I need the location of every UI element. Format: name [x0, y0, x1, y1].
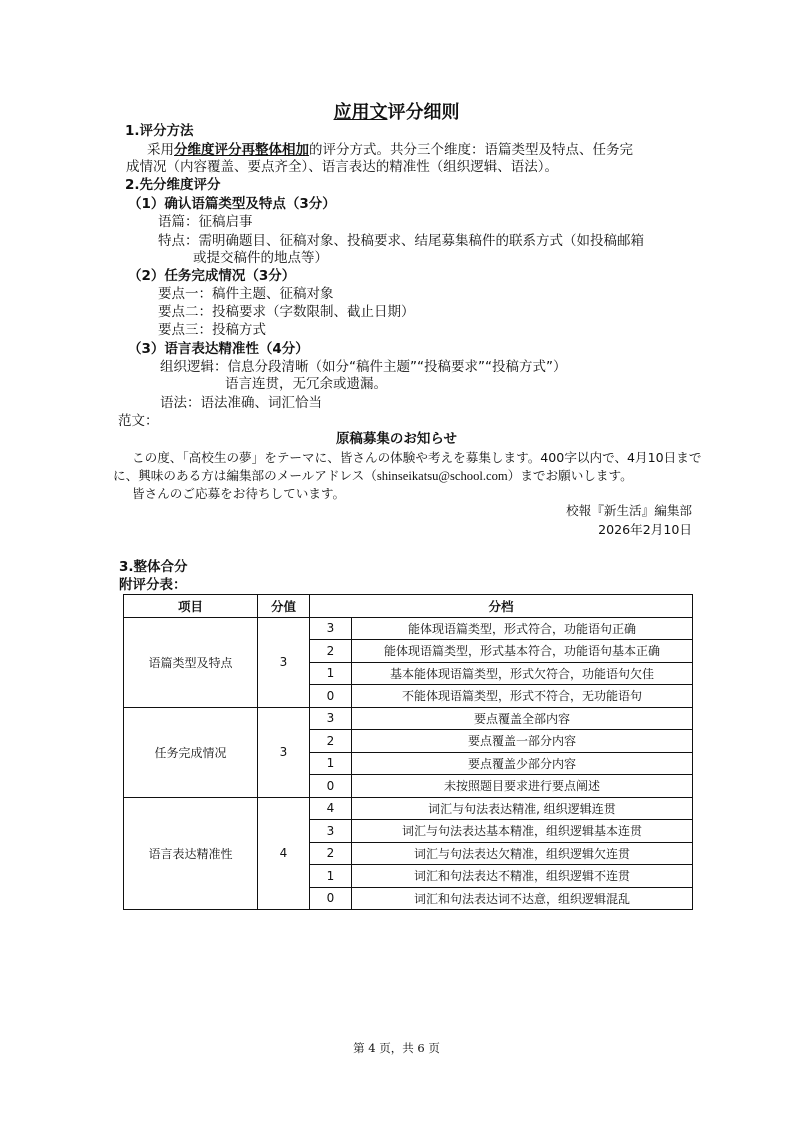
score-cell: 2 [310, 640, 352, 663]
score-cell: 0 [310, 887, 352, 910]
sample-label: 范文： [118, 413, 159, 429]
text: に、興味のある方は編集部のメールアドレス（ [113, 468, 377, 483]
score-cell: 2 [310, 730, 352, 753]
score-cell: 3 [310, 617, 352, 640]
value-cell: 3 [258, 617, 310, 707]
text-line: 特点：需明确题目、征稿对象、投稿要求、结尾募集稿件的联系方式（如投稿邮箱 [158, 233, 644, 249]
scoring-table [123, 594, 693, 910]
description-cell: 词汇和句法表达词不达意，组织逻辑混乱 [352, 887, 693, 910]
description-cell: 基本能体现语篇类型，形式欠符合，功能语句欠佳 [352, 662, 693, 685]
score-cell: 0 [310, 775, 352, 798]
page-footer: 第 4 页，共 6 页 [353, 1041, 440, 1055]
description-cell: 未按照题目要求进行要点阐述 [352, 775, 693, 798]
table-row [124, 617, 693, 640]
description-cell: 词汇与句法表达基本精准，组织逻辑基本连贯 [352, 820, 693, 843]
score-cell: 1 [310, 662, 352, 685]
section-2-heading: 2.先分维度评分 [125, 177, 221, 193]
subsection-1-heading: （1）确认语篇类型及特点（3分） [128, 196, 336, 212]
description-cell: 要点覆盖少部分内容 [352, 752, 693, 775]
table-header-row [124, 595, 693, 618]
description-cell: 词汇与句法表达欠精准，组织逻辑欠连贯 [352, 842, 693, 865]
section-1-para-line1 [147, 141, 633, 159]
description-cell: 能体现语篇类型，形式基本符合，功能语句基本正确 [352, 640, 693, 663]
text-line: 语言连贯，无冗余或遗漏。 [225, 376, 387, 392]
text-line: 或提交稿件的地点等） [193, 250, 328, 266]
emphasis-text: 分维度评分再整体相加 [174, 142, 309, 158]
section-3-heading: 3.整体合分 [119, 559, 188, 575]
score-cell: 3 [310, 707, 352, 730]
text: ）までお願いします。 [507, 468, 633, 483]
item-cell: 语篇类型及特点 [124, 617, 258, 707]
value-cell: 3 [258, 707, 310, 797]
sample-line3: 皆さんのご応募をお待ちしています。 [132, 486, 346, 501]
item-cell: 语言表达精准性 [124, 797, 258, 910]
section-1-heading: 1.评分方法 [125, 123, 194, 139]
text: 采用 [147, 142, 174, 158]
score-cell: 3 [310, 820, 352, 843]
description-cell: 能体现语篇类型，形式符合，功能语句正确 [352, 617, 693, 640]
sample-date: 2026年2月10日 [598, 522, 692, 537]
sample-line1: この度、「高校生の夢」をテーマに、皆さんの体験や考えを募集します。400字以内で、4月10日まで [132, 450, 702, 465]
text-line: 组织逻辑：信息分段清晰（如分“稿件主题”“投稿要求”“投稿方式”） [160, 359, 567, 375]
table-label: 附评分表： [119, 577, 187, 593]
text-line: 语法：语法准确、词汇恰当 [160, 395, 322, 411]
page-title [0, 98, 793, 124]
description-cell: 要点覆盖一部分内容 [352, 730, 693, 753]
header-value: 分值 [258, 595, 310, 618]
description-cell: 词汇和句法表达不精准，组织逻辑不连贯 [352, 865, 693, 888]
score-cell: 4 [310, 797, 352, 820]
description-cell: 要点覆盖全部内容 [352, 707, 693, 730]
header-levels: 分档 [310, 595, 693, 618]
text-line: 语篇：征稿启事 [158, 214, 253, 230]
subsection-3-heading: （3）语言表达精准性（4分） [128, 341, 309, 357]
score-cell: 2 [310, 842, 352, 865]
text: 的评分方式。共分三个维度：语篇类型及特点、任务完 [309, 142, 633, 158]
text-line: 要点三：投稿方式 [158, 322, 266, 338]
description-cell: 不能体现语篇类型，形式不符合，无功能语句 [352, 685, 693, 708]
score-cell: 0 [310, 685, 352, 708]
sample-signature: 校報『新生活』編集部 [566, 503, 692, 518]
title-underlined: 应用文 [333, 102, 388, 123]
item-cell: 任务完成情况 [124, 707, 258, 797]
value-cell: 4 [258, 797, 310, 910]
sample-line2 [113, 467, 633, 485]
header-item: 项目 [124, 595, 258, 618]
score-cell: 1 [310, 865, 352, 888]
subsection-2-heading: （2）任务完成情况（3分） [128, 268, 296, 284]
description-cell: 词汇与句法表达精准, 组织逻辑连贯 [352, 797, 693, 820]
text-line: 要点二：投稿要求（字数限制、截止日期） [158, 304, 415, 320]
email-text: shinseikatsu@school.com [376, 469, 508, 483]
title-rest: 评分细则 [387, 102, 460, 123]
table-row [124, 797, 693, 820]
section-1-para-line2: 成情况（内容覆盖、要点齐全）、语言表达的精准性（组织逻辑、语法）。 [126, 159, 558, 175]
score-cell: 1 [310, 752, 352, 775]
text-line: 要点一：稿件主题、征稿对象 [158, 286, 334, 302]
sample-heading: 原稿募集のお知らせ [335, 431, 458, 447]
table-row [124, 707, 693, 730]
